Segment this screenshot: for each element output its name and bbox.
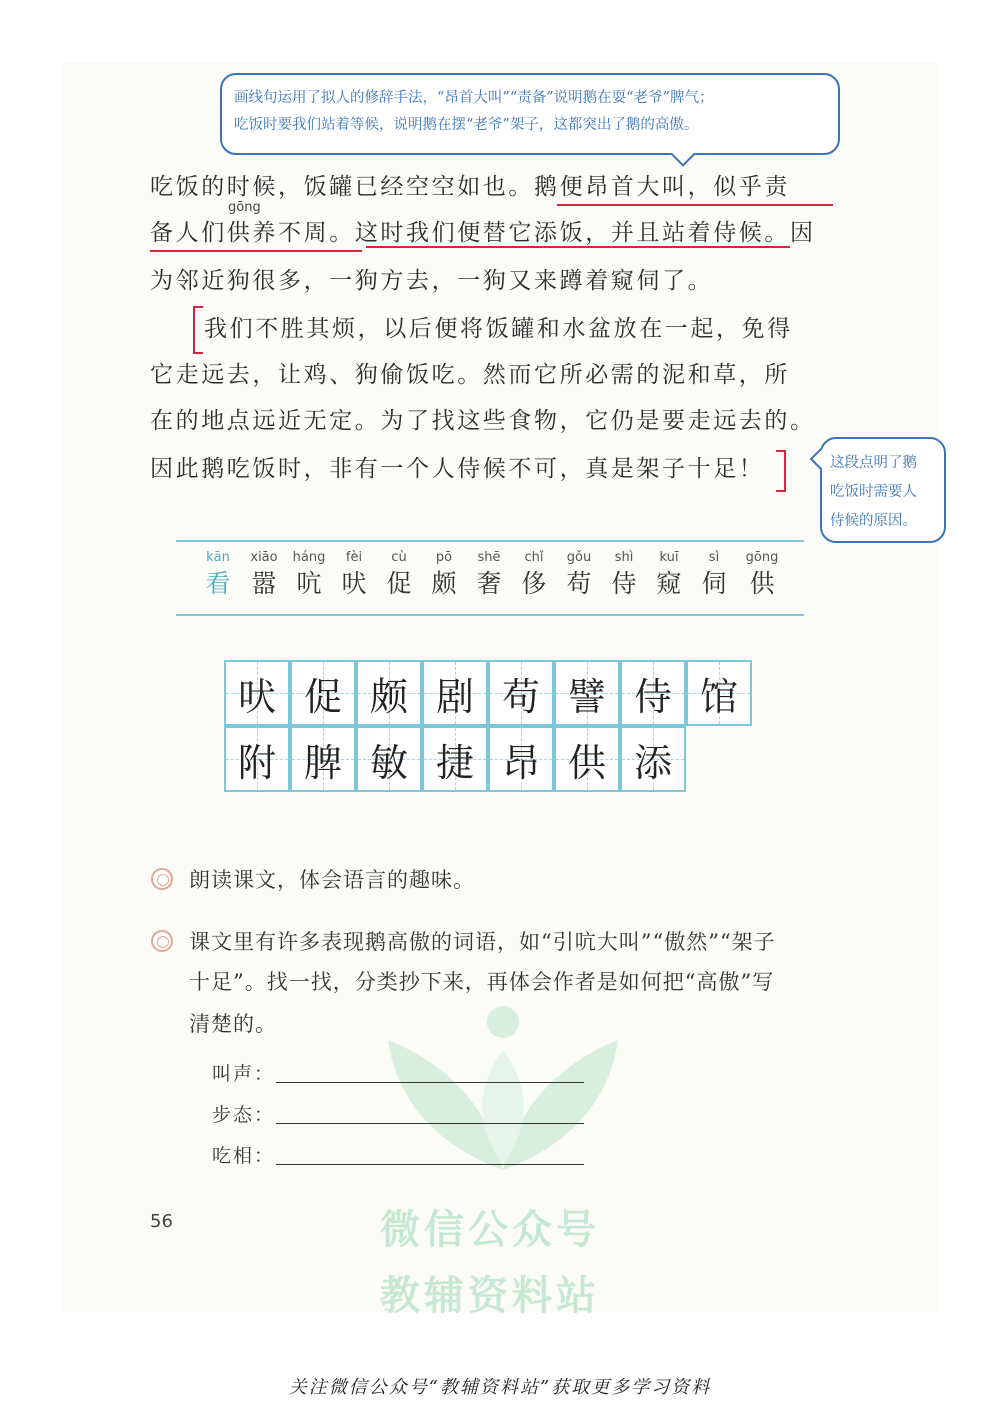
- grid-cell: [554, 660, 620, 726]
- read-char-pinyin: xiāo: [250, 550, 278, 565]
- p1-line1-text-a: 吃饭的时候，饭罐已经空空如也。: [150, 174, 534, 200]
- grid-char: 譬: [567, 674, 606, 719]
- grid-cell: [620, 660, 686, 726]
- grid-cell: [422, 726, 488, 792]
- grid-cell: [488, 726, 554, 792]
- grid-cell: [290, 660, 356, 726]
- read-char-item: [467, 542, 511, 600]
- read-char-item: [287, 542, 331, 600]
- read-char-pinyin: shē: [477, 550, 501, 565]
- read-char-hanzi: 颇: [431, 569, 457, 598]
- annotation-side-line1: 这段点明了鹅: [830, 455, 917, 471]
- watermark-leaf-logo: [378, 1000, 628, 1180]
- read-char-item: [557, 542, 601, 600]
- read-char-pinyin: gǒu: [566, 550, 592, 565]
- footer-promo-text: 关注微信公众号“教辅资料站”获取更多学习资料: [288, 1377, 712, 1398]
- grid-char: 添: [633, 740, 672, 785]
- grid-char: 昂: [501, 740, 540, 785]
- annotation-side-line2: 吃饭时需要人: [830, 484, 917, 500]
- annotation-bubble-side: [820, 437, 946, 543]
- read-char-item: [602, 542, 646, 600]
- paragraph1-line1: [150, 168, 790, 201]
- red-bracket-right: [776, 450, 786, 492]
- grid-char: 敏: [369, 740, 408, 785]
- red-underline-3: [366, 246, 790, 248]
- grid-cell: [356, 726, 422, 792]
- fill-label-eating: 吃相：: [212, 1145, 276, 1167]
- grid-char: 脾: [303, 740, 342, 785]
- grid-char: 促: [303, 674, 342, 719]
- paragraph1-line3: 为邻近狗很多，一狗方去，一狗又来蹲着窥伺了。: [150, 268, 714, 294]
- read-char-pinyin: cù: [391, 550, 407, 565]
- annotation-bubble-top: [220, 73, 840, 155]
- grid-char: 侍: [633, 674, 672, 719]
- grid-char: 捷: [435, 740, 474, 785]
- grid-cell: [290, 726, 356, 792]
- reading-characters-strip: [176, 540, 804, 616]
- paragraph2-line2: 它走远去，让鸡、狗偷饭吃。然而它所必需的泥和草，所: [150, 362, 790, 388]
- read-char-pinyin: kān: [206, 550, 230, 565]
- read-char-item: [377, 542, 421, 600]
- grid-char: 吠: [237, 674, 276, 719]
- read-char-item: [196, 542, 240, 600]
- exercise-bullet-icon: [151, 930, 173, 952]
- red-underline-1: [557, 204, 833, 206]
- exercise-2-line1: 课文里有许多表现鹅高傲的词语，如“引吭大叫”“傲然”“架子: [189, 930, 776, 954]
- pinyin-gong-annotation: gōng: [228, 200, 261, 215]
- p1-line1-text-b: 鹅便昂首大叫，似乎责: [534, 174, 790, 200]
- p1-line2-text-c: 因: [790, 220, 816, 246]
- read-char-pinyin: chǐ: [524, 550, 544, 565]
- exercise-1-text: 朗读课文，体会语言的趣味。: [189, 868, 475, 892]
- page-number: 56: [150, 1211, 173, 1232]
- watermark-text-line1: 微信公众号: [380, 1207, 600, 1253]
- watermark-text-line2: 教辅资料站: [380, 1273, 600, 1319]
- read-char-pinyin: pō: [435, 550, 453, 565]
- grid-char: 附: [237, 740, 276, 785]
- fill-label-gait: 步态：: [212, 1104, 276, 1126]
- grid-char: 供: [567, 740, 606, 785]
- read-char-pinyin: shì: [614, 550, 634, 565]
- read-char-pinyin: fèi: [345, 550, 363, 565]
- grid-cell: [422, 660, 488, 726]
- read-char-item: [332, 542, 376, 600]
- read-char-hanzi: 侈: [521, 569, 547, 598]
- fill-label-sound: 叫声：: [212, 1063, 276, 1085]
- read-char-hanzi: 供: [749, 569, 775, 598]
- read-char-item: [692, 542, 736, 600]
- annotation-side-line3: 侍候的原因。: [830, 513, 917, 529]
- annotation-top-line1: 画线句运用了拟人的修辞手法，“昂首大叫”“责备”说明鹅在耍“老爷”脾气；: [234, 90, 714, 106]
- read-char-item: [242, 542, 286, 600]
- grid-cell: [554, 726, 620, 792]
- grid-char: 馆: [699, 674, 738, 719]
- fill-blank-gait[interactable]: [276, 1123, 584, 1124]
- read-char-item: [647, 542, 691, 600]
- read-char-hanzi: 吠: [341, 569, 367, 598]
- red-bracket-left: [193, 306, 203, 354]
- fill-blank-eating[interactable]: [276, 1164, 584, 1165]
- exercise-2-line3: 清楚的。: [189, 1012, 277, 1036]
- read-char-pinyin: háng: [292, 550, 326, 565]
- grid-cell: [488, 660, 554, 726]
- grid-cell: [686, 660, 752, 726]
- read-char-hanzi: 促: [386, 569, 412, 598]
- exercise-2-line2: 十足”。找一找，分类抄下来，再体会作者是如何把“高傲”写: [189, 970, 775, 994]
- read-char-item: [740, 542, 784, 600]
- p1-line2-text-a: 备人们供养不周。: [150, 220, 355, 246]
- exercise-bullet-icon: [151, 868, 173, 890]
- grid-cell: [224, 660, 290, 726]
- paragraph2-line4: 因此鹅吃饭时，非有一个人侍候不可，真是架子十足！: [150, 456, 765, 482]
- paragraph2-line3: 在的地点远近无定。为了找这些食物，它仍是要走远去的。: [150, 408, 816, 434]
- annotation-top-line2: 吃饭时要我们站着等候，说明鹅在摆“老爷”架子，这都突出了鹅的高傲。: [234, 117, 699, 133]
- read-char-hanzi: 窥: [656, 569, 682, 598]
- read-char-item: [422, 542, 466, 600]
- grid-char: 颇: [369, 674, 408, 719]
- read-char-hanzi: 伺: [701, 569, 727, 598]
- read-char-hanzi: 侍: [611, 569, 637, 598]
- read-char-hanzi: 苟: [566, 569, 592, 598]
- read-char-hanzi: 吭: [296, 569, 322, 598]
- fill-blank-sound[interactable]: [276, 1082, 584, 1083]
- red-underline-2: [150, 250, 362, 252]
- read-char-pinyin: sì: [708, 550, 720, 565]
- paragraph1-line2: [150, 214, 816, 247]
- read-char-item: [512, 542, 556, 600]
- read-char-hanzi: 看: [205, 569, 231, 598]
- read-char-hanzi: 嚣: [251, 569, 277, 598]
- grid-cell: [356, 660, 422, 726]
- p1-line2-text-b: 这时我们便替它添饭，并且站着侍候。: [354, 220, 791, 246]
- grid-cell: [620, 726, 686, 792]
- grid-cell: [224, 726, 290, 792]
- grid-char: 剧: [435, 674, 474, 719]
- paragraph2-line1: 我们不胜其烦，以后便将饭罐和水盆放在一起，免得: [204, 316, 793, 342]
- grid-char: 苟: [501, 674, 540, 719]
- read-char-pinyin: kuī: [659, 550, 679, 565]
- read-char-pinyin: gōng: [745, 550, 779, 565]
- read-char-hanzi: 奢: [476, 569, 502, 598]
